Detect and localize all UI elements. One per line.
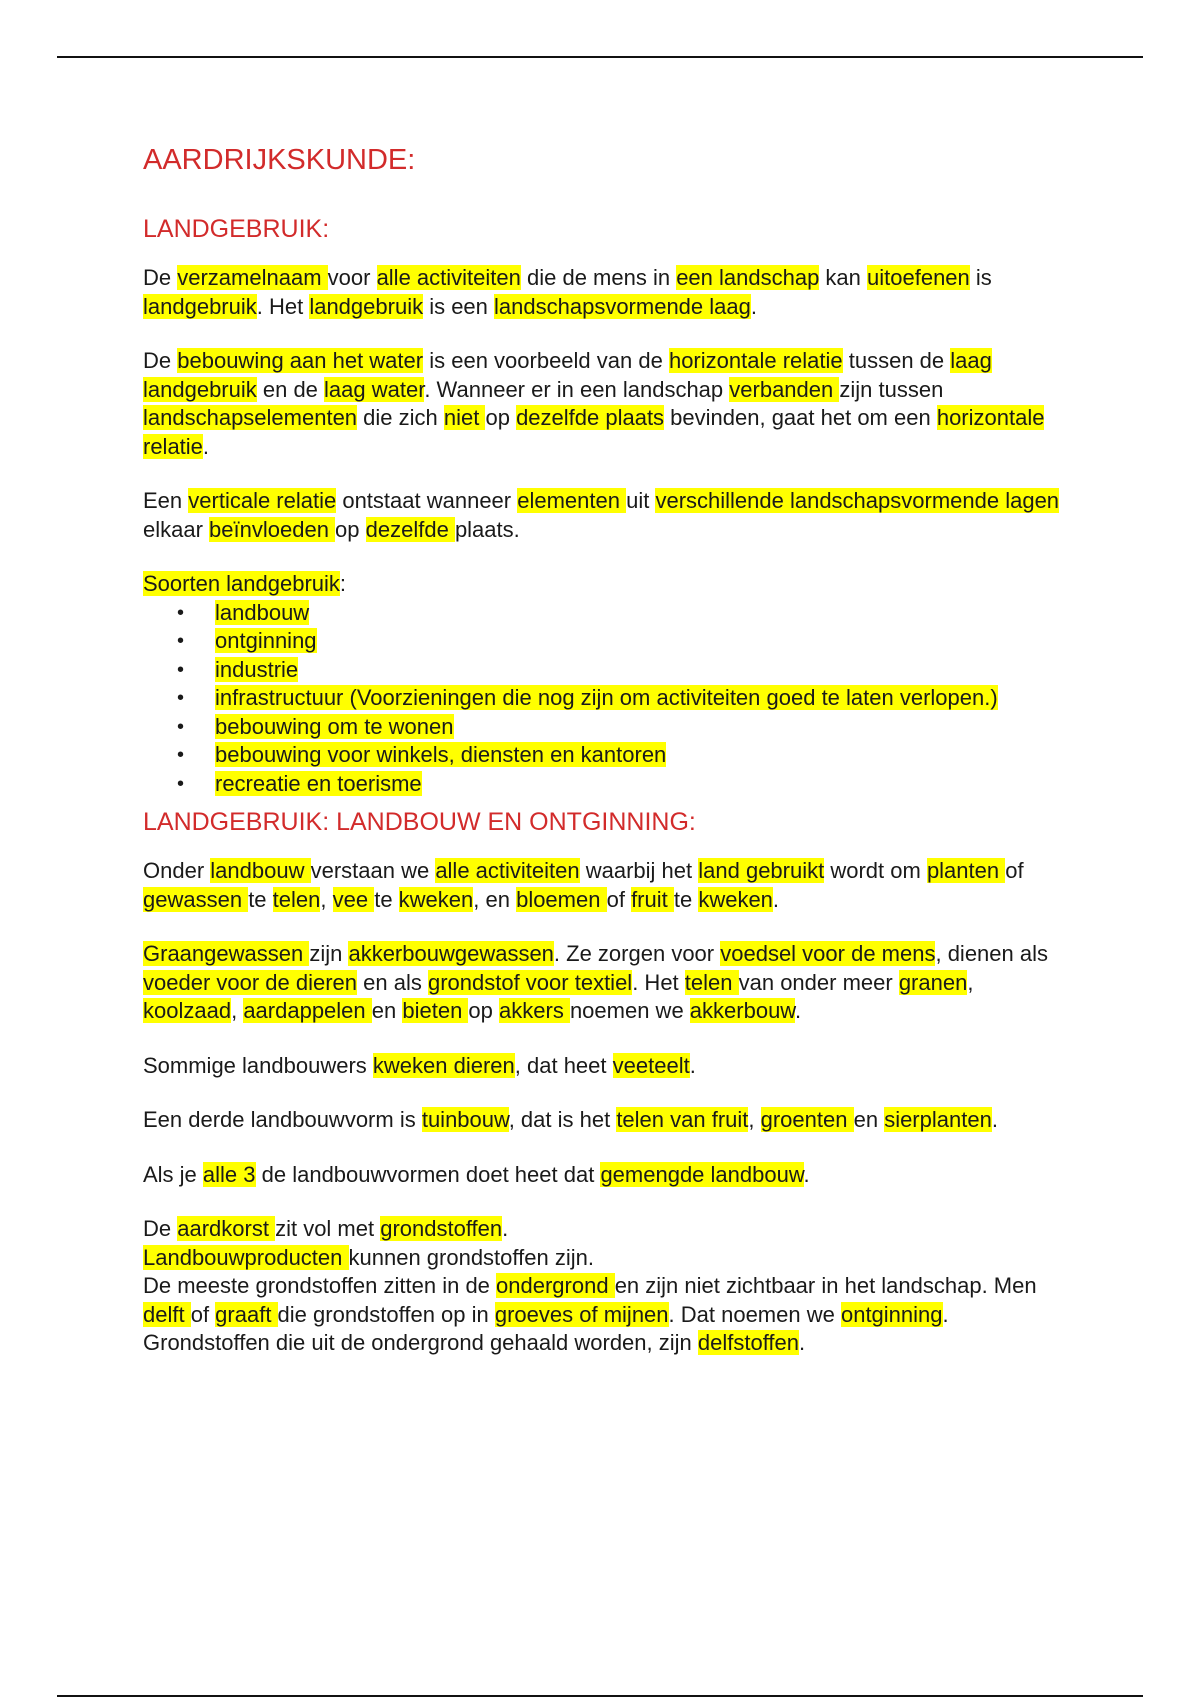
highlighted-term: voeder voor de dieren: [143, 969, 358, 995]
highlighted-term: verzamelnaam: [177, 265, 328, 290]
highlighted-term: veeteelt: [612, 1052, 690, 1078]
highlighted-term: tuinbouw: [421, 1107, 509, 1132]
highlighted-term: bieten: [402, 998, 469, 1023]
highlighted-term: dezelfde: [365, 516, 455, 542]
highlighted-term: telen: [272, 886, 321, 912]
page-title: AARDRIJKSKUNDE:: [143, 144, 416, 176]
highlighted-term: een landschap: [676, 265, 820, 290]
highlighted-term: ontginning: [840, 1301, 943, 1327]
list-item: • bebouwing voor winkels, diensten en kantoren: [215, 741, 1068, 770]
landgebruik-list: [143, 599, 1068, 799]
highlighted-term: telen van fruit: [616, 1107, 749, 1132]
highlighted-term: delfstoffen: [697, 1330, 799, 1355]
highlighted-term: verschillende landschapsvormende lagen: [655, 488, 1060, 513]
highlighted-term: aardkorst: [177, 1216, 276, 1241]
highlighted-term: Graangewassen: [143, 941, 310, 966]
highlighted-term: verticale relatie: [188, 488, 337, 513]
paragraph: De verzamelnaam voor alle activiteiten die de mens in een landschap kan uitoefenen is landgebruik. Het landgebruik is een landschapsvormende laag.: [143, 265, 992, 319]
highlighted-term: delft: [143, 1301, 191, 1327]
paragraph: De bebouwing aan het water is een voorbeeld van de horizontale relatie tussen de laag landgebruik en de laag water. Wanneer er in een landschap verbanden zijn tussen landschapselementen die zich niet op dezelfde plaats bevinden, gaat het om een horizontale relatie.: [143, 348, 1045, 459]
highlighted-term: telen: [684, 969, 739, 995]
highlighted-term: laag landgebruik: [143, 348, 992, 402]
highlighted-term: landgebruik: [143, 293, 257, 319]
highlighted-term: horizontale relatie: [143, 405, 1045, 459]
paragraph-line: Landbouwproducten kunnen grondstoffen zijn.: [143, 1244, 594, 1270]
highlighted-term: bebouwing aan het water: [177, 348, 424, 373]
paragraph: Graangewassen zijn akkerbouwgewassen. Ze zorgen voor voedsel voor de mens, dienen als voeder voor de dieren en als grondstof voor textiel. Het telen van onder meer granen, koolzaad, aardappelen en bieten op akkers noemen we akkerbouw.: [143, 941, 1048, 1023]
list-label: Soorten landgebruik:: [143, 571, 347, 596]
highlighted-term: ondergrond: [496, 1273, 615, 1298]
highlighted-term: kweken dieren: [372, 1052, 515, 1078]
highlighted-term: uitoefenen: [867, 265, 970, 290]
highlighted-term: groeves of mijnen: [494, 1301, 669, 1327]
list-item: • landbouw: [215, 599, 1068, 628]
highlighted-term: niet: [443, 405, 486, 430]
highlighted-term: landschapsvormende laag: [494, 293, 751, 319]
list-item: • industrie: [215, 656, 1068, 685]
list-item: • ontginning: [215, 627, 1068, 656]
highlighted-term: grondstoffen: [380, 1216, 503, 1241]
highlighted-term: akkerbouw: [689, 998, 795, 1023]
highlighted-term: fruit: [631, 886, 674, 912]
paragraph-line: De meeste grondstoffen zitten in de ondergrond en zijn niet zichtbaar in het landschap. Men delft of graaft die grondstoffen op in groeves of mijnen. Dat noemen we ontginning. Grondstoffen die uit de ondergrond gehaald worden, zijn delfstoffen.: [143, 1273, 1037, 1355]
highlighted-term: akkers: [499, 998, 570, 1023]
highlighted-term: gewassen: [143, 886, 249, 912]
highlighted-term: dezelfde plaats: [516, 405, 665, 430]
highlighted-term: grondstof voor textiel: [427, 969, 633, 995]
highlighted-term: gemengde landbouw: [600, 1161, 804, 1187]
document-body: [143, 140, 1068, 1358]
highlighted-term: alle 3: [202, 1161, 256, 1187]
highlighted-term: granen: [898, 969, 968, 995]
highlighted-term: alle activiteiten: [376, 265, 521, 290]
highlighted-term: planten: [926, 858, 1006, 883]
paragraph: Sommige landbouwers kweken dieren, dat heet veeteelt.: [143, 1052, 696, 1078]
highlighted-term: groenten: [760, 1107, 854, 1132]
highlighted-term: kweken: [698, 886, 773, 912]
bottom-rule: [57, 1695, 1143, 1697]
highlighted-term: vee: [332, 886, 375, 912]
paragraph: Als je alle 3 de landbouwvormen doet heet dat gemengde landbouw.: [143, 1161, 810, 1187]
highlighted-term: graaft: [215, 1301, 278, 1327]
list-item: • recreatie en toerisme: [215, 770, 1068, 799]
highlighted-term: landgebruik: [309, 293, 424, 319]
paragraph-line: De aardkorst zit vol met grondstoffen.: [143, 1216, 509, 1241]
highlighted-term: sierplanten: [884, 1107, 992, 1132]
paragraph: Een derde landbouwvorm is tuinbouw, dat is het telen van fruit, groenten en sierplanten.: [143, 1107, 998, 1132]
section-heading-landbouw-ontginning: LANDGEBRUIK: LANDBOUW EN ONTGINNING:: [143, 808, 696, 836]
highlighted-term: koolzaad: [143, 998, 232, 1023]
highlighted-term: bloemen: [516, 886, 607, 912]
highlighted-term: elementen: [517, 488, 627, 513]
paragraph: Een verticale relatie ontstaat wanneer elementen uit verschillende landschapsvormende lagen elkaar beïnvloeden op dezelfde plaats.: [143, 488, 1060, 542]
highlighted-term: laag water: [324, 376, 425, 402]
highlighted-term: landschapselementen: [143, 405, 358, 430]
highlighted-term: horizontale relatie: [668, 348, 843, 373]
highlighted-term: voedsel voor de mens: [720, 941, 936, 966]
list-item: • bebouwing om te wonen: [215, 713, 1068, 742]
list-item: • infrastructuur (Voorzieningen die nog zijn om activiteiten goed te laten verlopen.): [215, 684, 1068, 713]
highlighted-term: kweken: [398, 886, 474, 912]
highlighted-term: akkerbouwgewassen: [348, 941, 554, 966]
paragraph: Onder landbouw verstaan we alle activiteiten waarbij het land gebruikt wordt om planten of gewassen te telen, vee te kweken, en bloemen of fruit te kweken.: [143, 858, 1024, 912]
highlighted-term: land gebruikt: [698, 858, 825, 883]
highlighted-term: landbouw: [210, 858, 311, 883]
highlighted-term: aardappelen: [243, 998, 372, 1023]
highlighted-term: beïnvloeden: [209, 516, 336, 542]
highlighted-term: alle activiteiten: [435, 858, 580, 883]
section-heading-landgebruik: LANDGEBRUIK:: [143, 215, 330, 243]
highlighted-term: verbanden: [729, 376, 840, 402]
top-rule: [57, 56, 1143, 58]
highlighted-term: Landbouwproducten: [143, 1244, 349, 1270]
highlighted-term: Soorten landgebruik: [143, 571, 340, 596]
